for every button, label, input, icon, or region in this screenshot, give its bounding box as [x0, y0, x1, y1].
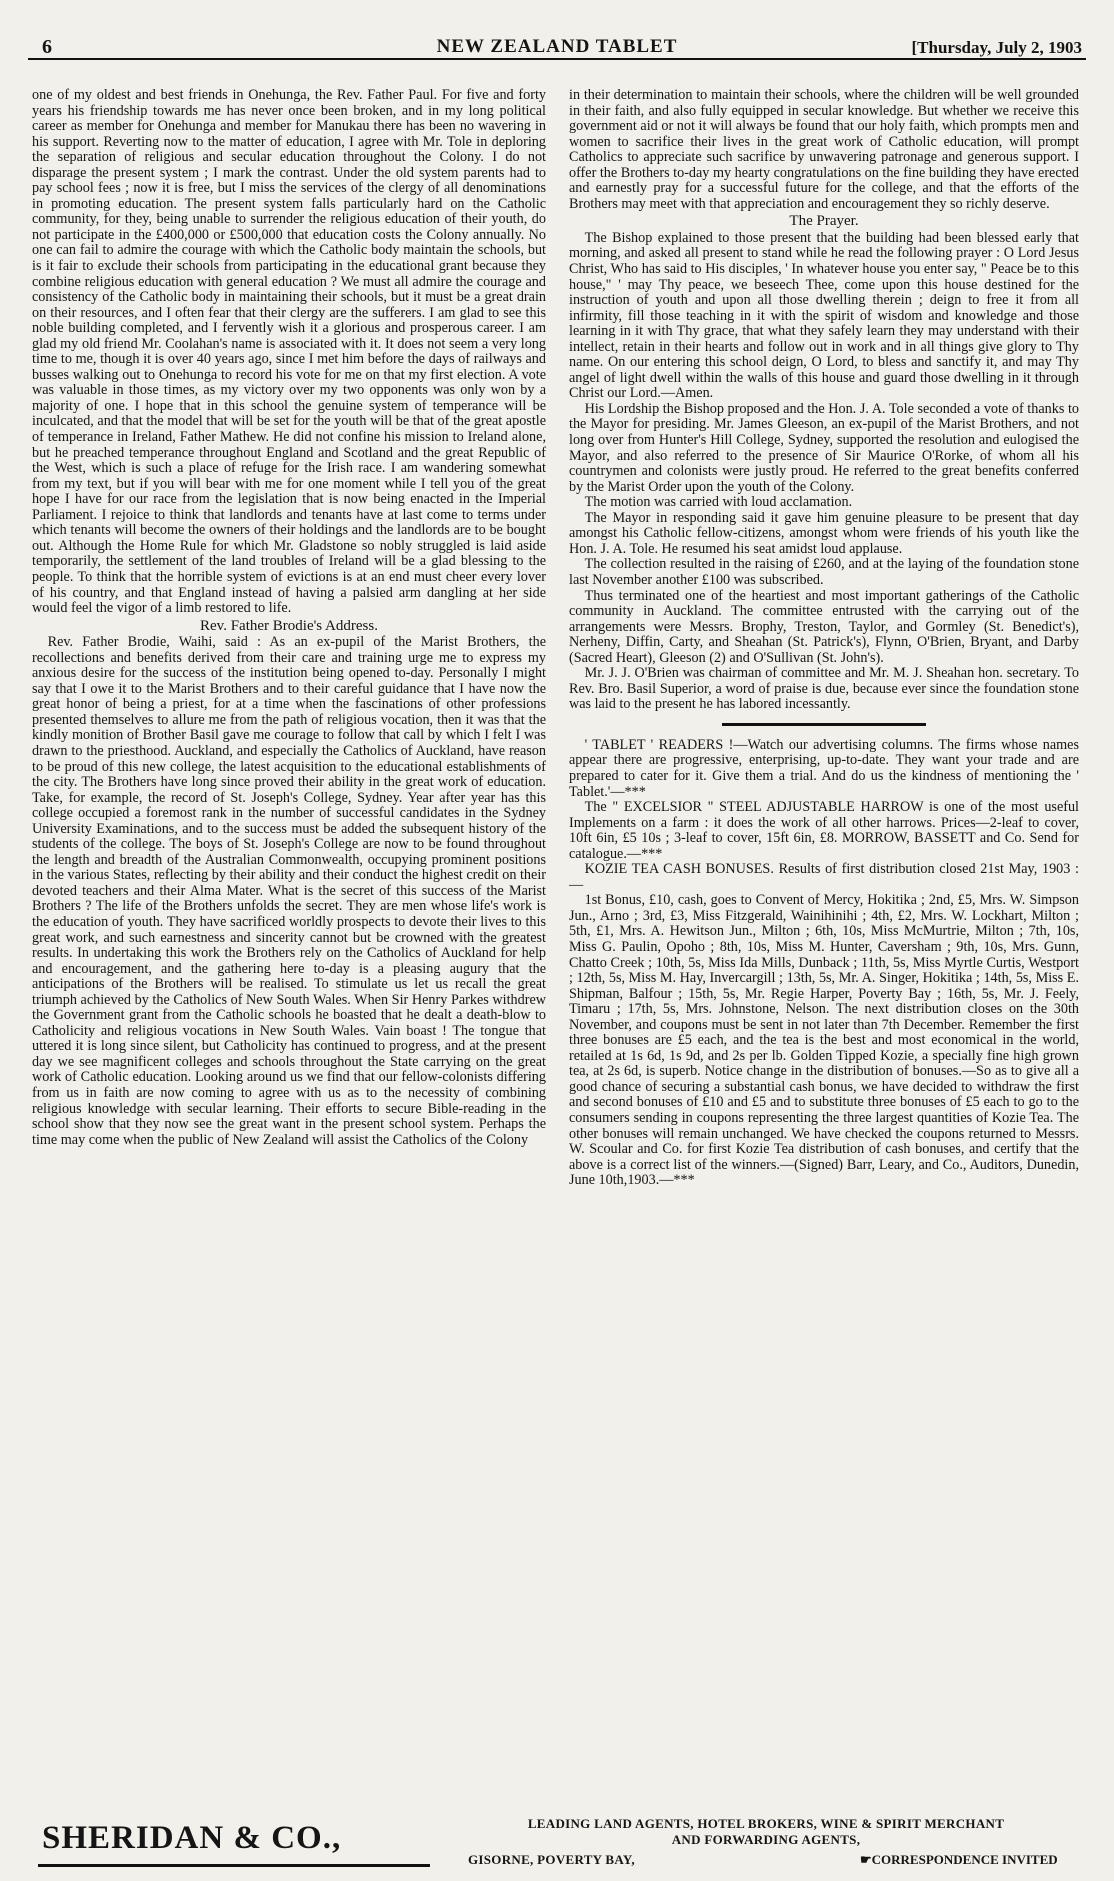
article-paragraph: Rev. Father Brodie, Waihi, said : As an ex-pupil of the Marist Brothers, the recollections and benefits derived from their care and training urge me to express my anxious desire for the success of the institution being opened to-day. Personally I might say that I owe it to the Marist Brothers and to their careful guidance that I have now the great honor of being a priest, for at a time when the fascinations of other professions presented themselves to allure me from the path of religious vocation, then it was that the kindly monition of Brother Basil gave me courage to follow that call by which I felt I was drawn to the priesthood. Auckland, and especially the Catholics of Auckland, have reason to be proud of this new college, the latest acquisition to the educational establishments of the city. The Brothers have long since proved their ability in the great work of education. Take, for example, the record of St. Joseph's College, Sydney. Year after year has this college occupied a foremost rank in the number of successful candidates in the Sydney University Examinations, and to the success must be added the subsequent history of the students of the college. The boys of St. Joseph's College are now to be found throughout the length and breadth of the Australian Commonwealth, occupying prominent positions in the various States, reflecting by their ability and their conduct the highest credit on their devoted teachers and their Alma Mater. What is the secret of this success of the Marist Brothers ? The life of the Brothers unfolds the secret. They are men whose life's work is the education of youth. They have sacrificed worldly prospects to devote their lives to this great work, and such earnestness and sincerity cannot but be crowned with the greatest results. In undertaking this work the Brothers rely on the Catholics of Auckland for help and encouragement, and the gathering here to-day is a pleasing augury that the anticipations of the Brothers will be realised. To stimulate us let us recall the great triumph achieved by the Catholics of New South Wales. When Sir Henry Parkes withdrew the Government grant from the Catholic schools he boasted that he dealt a death-blow to Catholicity and religious vocations in New South Wales. Vain boast ! The tongue that uttered it is long since silent, but Catholicity has continued to progress, and at the present day we see magnificent colleges and schools throughout the State carrying on the great work of Catholic education. Looking around us we find that our fellow-colonists differing from us in faith are now coming to agree with us as to the necessity of combining religious knowledge with secular learning. Their efforts to secure Bible-reading in the school show that they now see the great want in the present school system. Perhaps the time may come when the public of New Zealand will assist the Catholics of the Colony [32, 634, 546, 1148]
advertisement-paragraph: 1st Bonus, £10, cash, goes to Convent of Mercy, Hokitika ; 2nd, £5, Mrs. W. Simpson Jun., Arno ; 3rd, £3, Miss Fitzgerald, Wainihinihi ; 4th, £2, Mrs. W. Lockhart, Milton ; 5th, £1, Mrs. A. Hewitson Jun., Milton ; 6th, 10s, Miss McMurtrie, Milton ; 7th, 10s, Miss G. Paulin, Opoho ; 8th, 10s, Miss M. Hunter, Caversham ; 9th, 10s, Mrs. Gunn, Chatto Creek ; 10th, 5s, Miss Ida Mills, Dunback ; 11th, 5s, Miss Myrtle Curtis, Westport ; 12th, 5s, Miss M. Hay, Invercargill ; 13th, 5s, Mr. A. Singer, Hokitika ; 14th, 5s, Miss E. Shipman, Balfour ; 15th, 5s, Mr. Regie Harper, Poverty Bay ; 16th, 5s, Mr. J. Feely, Timaru ; 17th, 5s, Mrs. Johnstone, Nelson. The next distribution closes on the 30th November, and coupons must be sent in not later than 7th December. Remember the first three bonuses are £5 each, and the tea is the best and most economical in the world, retailed at 1s 6d, 1s 9d, and 2s per lb. Golden Tipped Kozie, a specially fine high grown tea, at 2s 6d, is superb. Notice change in the distribution of bonuses.—So as to give all a good chance of securing a substantial cash bonus, we have decided to withdraw the first and second bonuses of £10 and £5 and to substitute three bonuses of £5 each to go to the consumers sending in coupons representing the three largest quantities of Kozie Tea. The other bonuses will remain unchanged. We have checked the coupons returned to Messrs. W. Scoular and Co. for first Kozie Tea distribution of cash bonuses, and certify that the above is a correct list of the winners.—(Signed) Barr, Leary, and Co., Auditors, Dunedin, June 10th,1903.—*** [569, 892, 1079, 1189]
page-header [28, 30, 1086, 60]
article-paragraph: one of my oldest and best friends in Onehunga, the Rev. Father Paul. For five and forty years his friendship towards me has never once been broken, and in my long political career as member for Onehunga and member for Manukau there has been no wavering in his support. Reverting now to the matter of education, I agree with Mr. Tole in deploring the separation of religious and secular education throughout the Colony. I do not disparage the present system ; I mark the contrast. Under the old system parents had to pay school fees ; now it is free, but I miss the services of the clergy of all denominations in promoting education. The present system falls particularly hard on the Catholic community, for they, being unable to surrender the religious education of their youth, do not participate in the £400,000 or £500,000 that education costs the Colony annually. No one can fail to admire the courage with which the Catholic body maintain the schools, but is it fair to exclude their schools from participating in the educational grant because they combine religious education with general education ? We must all admire the courage and consistency of the Catholic body in maintaining their schools, but it must be a great drain on their resources, and I often fear that their clergy are the sufferers. I am glad to see this noble building completed, and I fervently wish it a glorious and prosperous career. I am glad my old friend Mr. Coolahan's name is associated with it. It does not seem a very long time to me, though it is over 40 years ago, since I met him before the days of railways and busses walking out to Onehunga to record his vote for me on that my first election. A vote was valuable in those times, as my victory over my two opponents was only won by a majority of one. I hope that in this school the genuine system of temperance will be inculcated, and that the model that will be set for the youth will be that of the great apostle of temperance in Ireland, Father Mathew. He did not confine his mission to Ireland alone, but he preached temperance throughout England and Scotland and the great Republic of the West, which is such a place of refuge for the Irish race. I am wandering somewhat from my text, but if you will bear with me for one moment while I tell you of the great hope I have for our race from the legislation that is now being enacted in the Imperial Parliament. I rejoice to think that landlords and tenants have at last come to terms under which tenants will become the owners of their holdings and the landlords are to be bought out. Although the Home Rule for which Mr. Gladstone so nobly struggled is laid aside temporarily, the settlement of the land troubles of Ireland will be a glad blessing to the people. To think that the horrible system of evictions is at an end must cheer every lover of his country, and that England instead of having a palsied arm dangling at her side would feel the vigor of a limb restored to life. [32, 88, 546, 617]
article-paragraph: Thus terminated one of the heartiest and most important gatherings of the Catholic community in Auckland. The committee entrusted with the carrying out of the arrangements were Messrs. Brophy, Treston, Taylor, and Gormley (St. Benedict's), Nerheny, Diffin, Carty, and Sheahan (St. Patrick's), Flynn, O'Brien, Bryant, and Darby (Sacred Heart), Gleeson (2) and O'Sullivan (St. John's). [569, 587, 1079, 666]
correspondence-note: ☛CORRESPONDENCE INVITED [860, 1852, 1058, 1867]
article-paragraph: Mr. J. J. O'Brien was chairman of committee and Mr. M. J. Sheahan hon. secretary. To Rev. Bro. Basil Superior, a word of praise is due, because ever since the foundation stone was laid to the present he has labored incessantly. [569, 665, 1079, 713]
section-divider [722, 723, 926, 726]
section-heading: The Prayer. [789, 213, 859, 230]
advertisement-paragraph: The " EXCELSIOR " STEEL ADJUSTABLE HARROW is one of the most useful Implements on a farm : it does the work of all other harrows. Prices—2-leaf to cover, 10ft 6in, £5 10s ; 3-leaf to cover, 15ft 6in, £8. MORROW, BASSETT and Co. Send for catalogue.—*** [569, 799, 1079, 862]
article-paragraph: in their determination to maintain their schools, where the children will be well grounded in their faith, and also fully equipped in secular knowledge. But whether we receive this government aid or not it will always be found that our holy faith, which prompts men and women to sacrifice their lives in the great work of Catholic education, will prompt Catholics to appreciate such sacrifice by unwavering patronage and generous support. I offer the Brothers to-day my hearty congratulations on the fine building they have erected and earnestly pray for a successful future for the college, and that the efforts of the Brothers may meet with that appreciation and encouragement they so richly deserve. [569, 88, 1079, 212]
article-paragraph: The collection resulted in the raising of £260, and at the laying of the foundation stone last November another £100 was subscribed. [569, 556, 1079, 588]
advertisement-paragraph: ' TABLET ' READERS !—Watch our advertising columns. The firms whose names appear there are progressive, enterprising, up-to-date. They want your trade and are prepared to cater for it. Give them a trial. And do us the kindness of mentioning the ' Tablet.'—*** [569, 736, 1079, 800]
footer-advertisement [28, 1814, 1086, 1874]
article-paragraph: The Bishop explained to those present that the building had been blessed early that morning, and asked all present to stand while he read the following prayer : O Lord Jesus Christ, Who has said to His disciples, ' In whatever house you enter say, " Peace be to this house," ' may Thy peace, we beseech Thee, come upon this house destined for the instruction of youth and upon all those dwelling therein ; deign to free it from all infirmity, fill those teaching in it with the spirit of wisdom and knowledge and those learning in it with Thy grace, that what they safely learn they may understand with their intellect, retain in their hearts and follow out in work and in all things give glory to Thy name. On our entering this school deign, O Lord, to bless and sanctify it, and may Thy angel of light dwell within the walls of this house and guard those dwelling in it through Christ our Lord.—Amen. [569, 229, 1079, 402]
right-column [569, 88, 1079, 1810]
issue-date: [Thursday, July 2, 1903 [911, 38, 1082, 57]
advertisement-paragraph: KOZIE TEA CASH BONUSES. Results of first distribution closed 21st May, 1903 :— [569, 861, 1079, 893]
advertiser-location: GISORNE, POVERTY BAY, [468, 1852, 635, 1867]
left-column [32, 88, 546, 1810]
advertiser-services: LEADING LAND AGENTS, HOTEL BROKERS, WINE & SPIRIT MERCHANT [527, 1816, 1005, 1831]
advertiser-services-2: AND FORWARDING AGENTS, [671, 1832, 861, 1847]
advertiser-name: SHERIDAN & CO., [42, 1820, 342, 1856]
article-paragraph: His Lordship the Bishop proposed and the Hon. J. A. Tole seconded a vote of thanks to the Mayor for presiding. Mr. James Gleeson, an ex-pupil of the Marist Brothers, and not long over from Hunter's Hill College, Sydney, supported the resolution and eulogised the Mayor, and also referred to the presence of Sir Maurice O'Rorke, of whom all his countrymen and colonists were justly proud. He referred to the great benefits conferred by the Marist Order upon the youth of the Colony. [569, 400, 1079, 495]
section-heading: Rev. Father Brodie's Address. [200, 617, 378, 634]
article-paragraph: The Mayor in responding said it gave him genuine pleasure to be present that day amongst his Catholic fellow-citizens, amongst whom were friends of his youth like the Hon. J. A. Tole. He resumed his seat amidst loud applause. [569, 509, 1079, 557]
page-number: 6 [42, 36, 52, 58]
brand-underline [38, 1864, 430, 1867]
publication-title: NEW ZEALAND TABLET [436, 36, 678, 57]
article-paragraph: The motion was carried with loud acclamation. [584, 494, 853, 511]
